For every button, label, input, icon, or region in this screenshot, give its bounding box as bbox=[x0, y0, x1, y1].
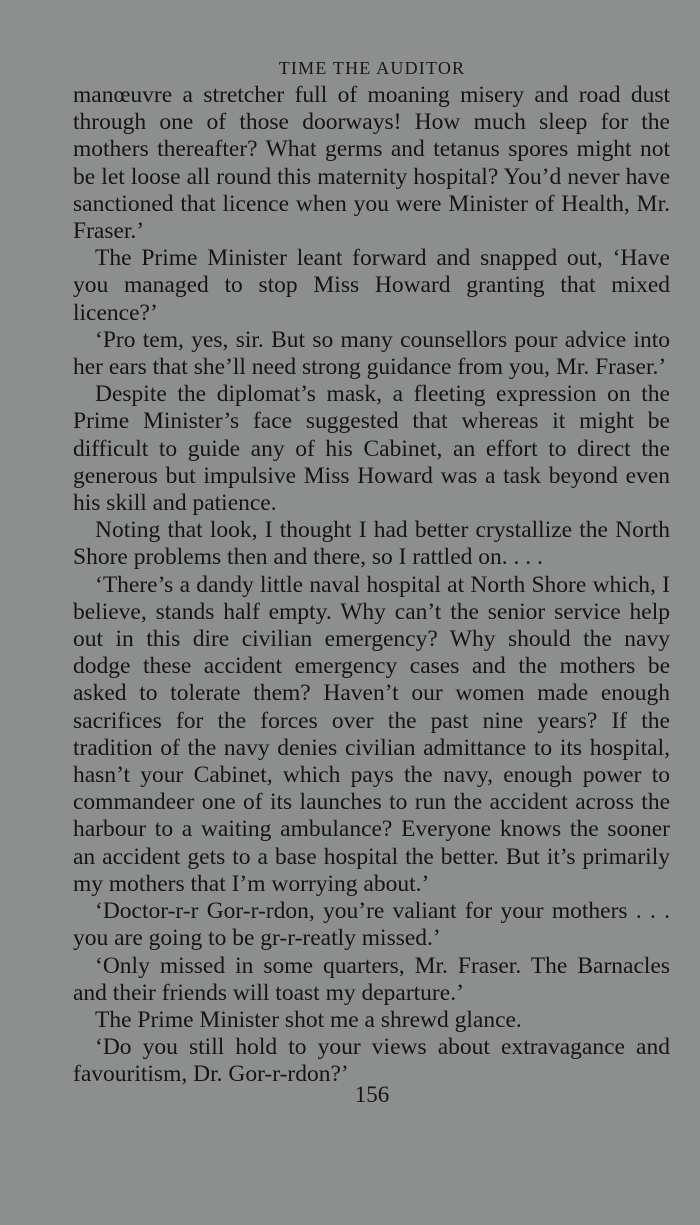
paragraph: ‘There’s a dandy little naval hospital at North Shore which, I believe, stands half empty. Why can’t the senior service help out in this dire civilian emergency? Why should the navy dodge these accident emergency cases and the mothers be asked to tolerate them? Haven’t our women made enough sacrifices for the forces over the past nine years? If the tradition of the navy denies civilian admittance to its hospital, hasn’t your Cabinet, which pays the navy, enough power to commandeer one of its launches to run the accident across the harbour to a waiting ambulance? Everyone knows the sooner an accident gets to a base hospital the better. But it’s primarily my mothers that I’m worrying about.’ bbox=[73, 571, 670, 897]
paragraph: ‘Pro tem, yes, sir. But so many counsellors pour advice into her ears that she’ll need strong guidance from you, Mr. Fraser.’ bbox=[73, 326, 670, 381]
paragraph: The Prime Minister leant forward and snapped out, ‘Have you managed to stop Miss Howard granting that mixed licence?’ bbox=[73, 245, 670, 326]
page-number: 156 bbox=[354, 1082, 390, 1107]
body-text bbox=[73, 82, 670, 1089]
paragraph: manœuvre a stretcher full of moaning misery and road dust through one of those doorways! How much sleep for the mothers thereafter? What germs and tetanus spores might not be let loose all round this maternity hospital? You’d never have sanctioned that licence when you were Minister of Health, Mr. Fraser.’ bbox=[73, 82, 670, 245]
paragraph: The Prime Minister shot me a shrewd glance. bbox=[95, 1006, 522, 1033]
paragraph: ‘Only missed in some quarters, Mr. Fraser. The Barnacles and their friends will toast my departure.’ bbox=[73, 952, 670, 1006]
paragraph: ‘Doctor-r-r Gor-r-rdon, you’re valiant for your mothers . . . you are going to be gr-r-reatly missed.’ bbox=[73, 898, 670, 952]
paragraph: Despite the diplomat’s mask, a fleeting expression on the Prime Minister’s face suggested that whereas it might be difficult to guide any of his Cabinet, an effort to direct the generous but impulsive Miss Howard was a task beyond even his skill and patience. bbox=[73, 381, 670, 517]
running-head: TIME THE AUDITOR bbox=[278, 58, 466, 78]
paragraph: Noting that look, I thought I had better crystallize the North Shore problems then and there, so I rattled on. . . . bbox=[73, 517, 670, 571]
paragraph: ‘Do you still hold to your views about extravagance and favouritism, Dr. Gor-r-rdon?’ bbox=[73, 1034, 670, 1088]
